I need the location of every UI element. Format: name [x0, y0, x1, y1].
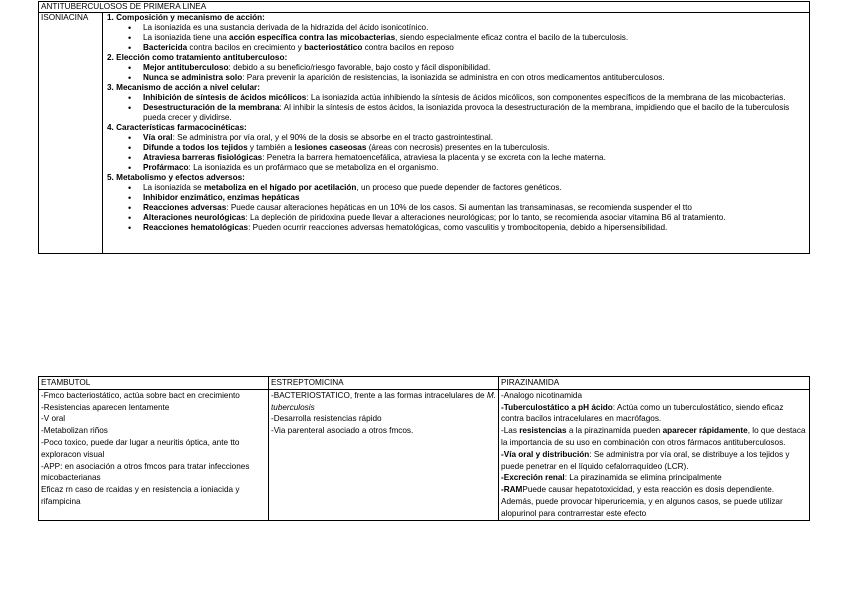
pirazinamida-line: -Vía oral y distribución: Se administra por vía oral, se distribuye a los tejidos y puede penetrar en el líquido cefalorraquídeo (LCR).	[501, 449, 790, 471]
table-header: ANTITUBERCULOSOS DE PRIMERA LINEA	[39, 2, 810, 13]
bullet-item: • La isoniazida se metaboliza en el hígado por acetilación, un proceso que puede depender de factores genéticos.	[143, 183, 807, 193]
bullet-item: • Reacciones adversas: Puede causar alteraciones hepáticas en un 10% de los casos. Si aumentan las transaminasas, se recomienda suspender el tto	[143, 203, 807, 213]
bullet-item: • Atraviesa barreras fisiológicas: Penetra la barrera hematoencefálica, atraviesa la placenta y se excreta con la leche materna.	[143, 153, 807, 163]
section	[105, 53, 807, 83]
section	[105, 13, 807, 53]
bullet-list	[105, 183, 807, 233]
section-title: 1. Composición y mecanismo de acción:	[107, 13, 265, 22]
section	[105, 83, 807, 123]
bullet-item: • Difunde a todos los tejidos y también a lesiones caseosas (áreas con necrosis) presentes en la tuberculosis.	[143, 143, 807, 153]
bullet-item: • Inhibición de síntesis de ácidos micólicos: La isoniazida actúa inhibiendo la síntesis de ácidos micólicos, son componentes específicos de la membrana de las micobacterias.	[143, 93, 807, 103]
pirazinamida-line: -Las resistencias a la pirazinamida pueden aparecer rápidamente, lo que destaca la importancia de su uso en combinación con otros fármacos antituberculosos.	[501, 426, 806, 447]
bullet-list	[105, 63, 807, 83]
etambutol-line: -APP: en asociación a otros fmcos para tratar infecciones micobacterianas	[41, 461, 250, 483]
bullet-item: • Vía oral: Se administra por vía oral, y el 90% de la dosis se absorbe en el tracto gastrointestinal.	[143, 133, 807, 143]
bullet-item: • Profármaco: La isoniazida es un profármaco que se metaboliza en el organismo.	[143, 163, 807, 173]
drug-description-cell	[103, 13, 810, 254]
drug-name-cell: ISONIACINA	[39, 13, 103, 254]
section	[105, 123, 807, 173]
bullet-item: • Desestructuración de la membrana: Al inhibir la síntesis de estos ácidos, la isoniazida provoca la desestructuración de la membrana, impidiendo que el bacilo de la tuberculosis pueda crecer y dividirse.	[143, 103, 807, 123]
estreptomicina-line: -BACTERIOSTATICO, frente a las formas intracelulares de M. tuberculosis	[271, 390, 496, 412]
etambutol-cell	[39, 389, 269, 520]
section-title: 2. Elección como tratamiento antituberculoso:	[107, 53, 288, 62]
header-estreptomicina: ESTREPTOMICINA	[269, 377, 499, 390]
etambutol-line: -Resistencias aparecen lentamente	[41, 402, 170, 412]
bullet-list	[105, 93, 807, 123]
bullet-item: • Alteraciones neurológicas: La depleción de piridoxina puede llevar a alteraciones neurológicas; por lo tanto, se recomienda asociar vitamina B6 al tratamiento.	[143, 213, 807, 223]
etambutol-line: Eficaz rn caso de rcaidas y en resistencia a ioniacida y rifampicina	[41, 485, 240, 506]
bullet-item: • Bactericida contra bacilos en crecimiento y bacteriostático contra bacilos en reposo	[143, 43, 807, 53]
sections-container	[105, 13, 807, 233]
section	[105, 173, 807, 233]
pirazinamida-line: -Analogo nicotinamida	[501, 390, 583, 400]
bullet-list	[105, 23, 807, 53]
bullet-item: • Reacciones hematológicas: Pueden ocurrir reacciones adversas hematológicas, como vasculitis y trombocitopenia, debido a hipersensibilidad.	[143, 223, 807, 233]
bullet-item: • Nunca se administra solo: Para prevenir la aparición de resistencias, la isoniazida se administra en con otros medicamentos antituberculosos.	[143, 73, 807, 83]
empty-space	[105, 243, 807, 253]
etambutol-line: -V oral	[41, 414, 66, 424]
etambutol-line: -Metabolizan riños	[41, 426, 108, 436]
other-drugs-table	[38, 376, 810, 521]
bullet-item: • La isoniazida es una sustancia derivada de la hidrazida del ácido isonicotínico.	[143, 23, 807, 33]
header-pirazinamida: PIRAZINAMIDA	[499, 377, 810, 390]
etambutol-line: -Poco toxico, puede dar lugar a neuritis óptica, ante tto exploracon visual	[41, 437, 240, 459]
etambutol-line: -Fmco bacteriostático, actúa sobre bact en crecimiento	[41, 390, 240, 400]
section-title: 3. Mecanismo de acción a nivel celular:	[107, 83, 260, 92]
section-title: 5. Metabolismo y efectos adversos:	[107, 173, 245, 182]
pirazinamida-line: -RAMPuede causar hepatotoxicidad, y esta reacción es dosis dependiente. Además, puede provocar hiperuricemia, y en algunos casos, se puede utilizar alopurinol para contrarrestar este efecto	[501, 485, 783, 518]
estreptomicina-line: -Via parenteral asociado a otros fmcos.	[271, 426, 414, 436]
header-etambutol: ETAMBUTOL	[39, 377, 269, 390]
empty-space	[105, 233, 807, 243]
bullet-item: • La isoniazida tiene una acción específica contra las micobacterias, siendo especialmente eficaz contra el bacilo de la tuberculosis.	[143, 33, 807, 43]
bullet-item: • Inhibidor enzimático, enzimas hepáticas	[143, 193, 807, 203]
estreptomicina-line: -Desarrolla resistencias rápido	[271, 414, 382, 424]
pirazinamida-line: -Excreción renal: La pirazinamida se elimina principalmente	[501, 473, 722, 483]
bullet-list	[105, 133, 807, 173]
section-title: 4. Características farmacocinéticas:	[107, 123, 247, 132]
isoniazid-table	[38, 1, 810, 254]
pirazinamida-line: -Tuberculostático a pH ácido: Actúa como un tuberculostático, siendo eficaz contra bacilos intracelulares en macrófagos.	[501, 402, 784, 424]
bullet-item: • Mejor antituberculoso: debido a su beneficio/riesgo favorable, bajo costo y fácil disponibilidad.	[143, 63, 807, 73]
estreptomicina-cell	[269, 389, 499, 520]
pirazinamida-cell	[499, 389, 810, 520]
